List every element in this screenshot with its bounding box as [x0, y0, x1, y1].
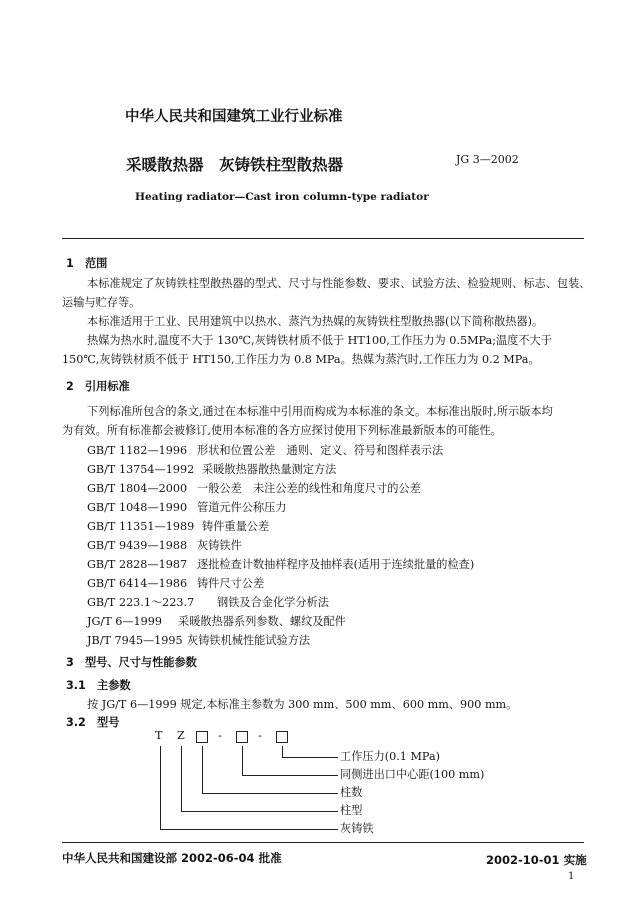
reference-title: 铸件尺寸公差 — [197, 577, 265, 590]
section-3-2-heading: 3.2 型号 — [66, 716, 120, 729]
reference-title: 采暖散热器散热量测定方法 — [202, 463, 337, 476]
diagram-line — [160, 829, 338, 830]
reference-title: 灰铸铁机械性能试验方法 — [187, 634, 311, 647]
section-2-heading: 2 引用标准 — [66, 380, 130, 393]
section-1-heading: 1 范围 — [66, 257, 108, 270]
approval-date: 中华人民共和国建设部 2002-06-04 批准 — [62, 851, 282, 865]
reference-title: 管道元件公称压力 — [197, 501, 287, 514]
reference-code: GB/T 13754—1992 — [87, 463, 195, 476]
model-hyphen: - — [218, 729, 222, 742]
reference-code: JG/T 6—1999 — [87, 615, 162, 628]
model-letter-z: Z — [177, 729, 185, 742]
footer-rule — [62, 842, 584, 843]
header-rule — [62, 238, 584, 239]
section-1-para2: 本标准适用于工业、民用建筑中以热水、蒸汽为热媒的灰铸铁柱型散热器(以下简称散热器)。 — [87, 315, 544, 328]
standard-title-en: Heating radiator—Cast iron column-type radiator — [135, 191, 429, 203]
reference-code: GB/T 1048—1990 — [87, 501, 188, 514]
section-1-para1-line2: 运输与贮存等。 — [62, 296, 141, 309]
diagram-line — [181, 746, 182, 811]
implementation-date: 2002-10-01 实施 — [486, 853, 587, 867]
reference-title: 逐批检查计数抽样程序及抽样表(适用于连续批量的检查) — [197, 558, 475, 571]
diagram-line — [202, 793, 338, 794]
reference-code: GB/T 223.1～223.7 — [87, 596, 195, 609]
section-2-intro-line1: 下列标准所包含的条文,通过在本标准中引用而构成为本标准的条文。本标准出版时,所示版本均 — [87, 405, 553, 418]
diagram-line — [282, 746, 283, 757]
diagram-line — [181, 811, 338, 812]
section-1-para3-line2: 150℃,灰铸铁材质不低于 HT150,工作压力为 0.8 MPa。热媒为蒸汽时,工作压力为 0.2 MPa。 — [62, 353, 540, 366]
reference-title: 钢铁及合金化学分析法 — [217, 596, 329, 609]
diagram-line — [242, 746, 243, 775]
diagram-line — [242, 775, 338, 776]
reference-code: GB/T 1804—2000 — [87, 482, 188, 495]
reference-title: 灰铸铁件 — [197, 539, 242, 552]
diagram-line — [202, 746, 203, 793]
model-hyphen: - — [258, 729, 262, 742]
reference-code: JB/T 7945—1995 — [87, 634, 183, 647]
reference-code: GB/T 2828—1987 — [87, 558, 188, 571]
label-column-count: 柱数 — [340, 786, 363, 799]
section-2-intro-line2: 为有效。所有标准都会被修订,使用本标准的各方应探讨使用下列标准最新版本的可能性。 — [62, 424, 502, 437]
reference-title: 一般公差 未注公差的线性和角度尺寸的公差 — [197, 482, 421, 495]
model-letter-t: T — [155, 729, 163, 742]
reference-title: 采暖散热器系列参数、螺纹及配件 — [178, 615, 346, 628]
label-working-pressure: 工作压力(0.1 MPa) — [340, 750, 440, 763]
reference-code: GB/T 11351—1989 — [87, 520, 195, 533]
issuing-body-title: 中华人民共和国建筑工业行业标准 — [125, 109, 343, 125]
label-gray-cast-iron: 灰铸铁 — [340, 822, 374, 835]
reference-code: GB/T 9439—1988 — [87, 539, 188, 552]
diagram-line — [282, 757, 338, 758]
model-box-columns — [196, 731, 208, 743]
standard-title-cn: 采暖散热器 灰铸铁柱型散热器 — [126, 156, 344, 174]
model-box-distance — [236, 731, 248, 743]
model-box-pressure — [276, 731, 288, 743]
section-1-para3-line1: 热媒为热水时,温度不大于 130℃,灰铸铁材质不低于 HT100,工作压力为 0.5MPa;温度不大于 — [87, 334, 552, 347]
label-column-type: 柱型 — [340, 804, 363, 817]
reference-code: GB/T 1182—1996 — [87, 444, 188, 457]
page-number: 1 — [568, 871, 575, 882]
reference-code: GB/T 6414—1986 — [87, 577, 188, 590]
section-1-para1-line1: 本标准规定了灰铸铁柱型散热器的型式、尺寸与性能参数、要求、试验方法、检验规则、标志、包装、 — [87, 277, 591, 290]
section-3-1-heading: 3.1 主参数 — [66, 679, 131, 692]
section-3-heading: 3 型号、尺寸与性能参数 — [66, 656, 197, 669]
label-center-distance: 同侧进出口中心距(100 mm) — [340, 768, 485, 781]
standard-number: JG 3—2002 — [456, 153, 519, 166]
reference-title: 铸件重量公差 — [202, 520, 270, 533]
reference-title: 形状和位置公差 通则、定义、符号和图样表示法 — [197, 444, 444, 457]
diagram-line — [160, 746, 161, 829]
section-3-1-text: 按 JG/T 6—1999 规定,本标准主参数为 300 mm、500 mm、600 mm、900 mm。 — [87, 698, 518, 711]
